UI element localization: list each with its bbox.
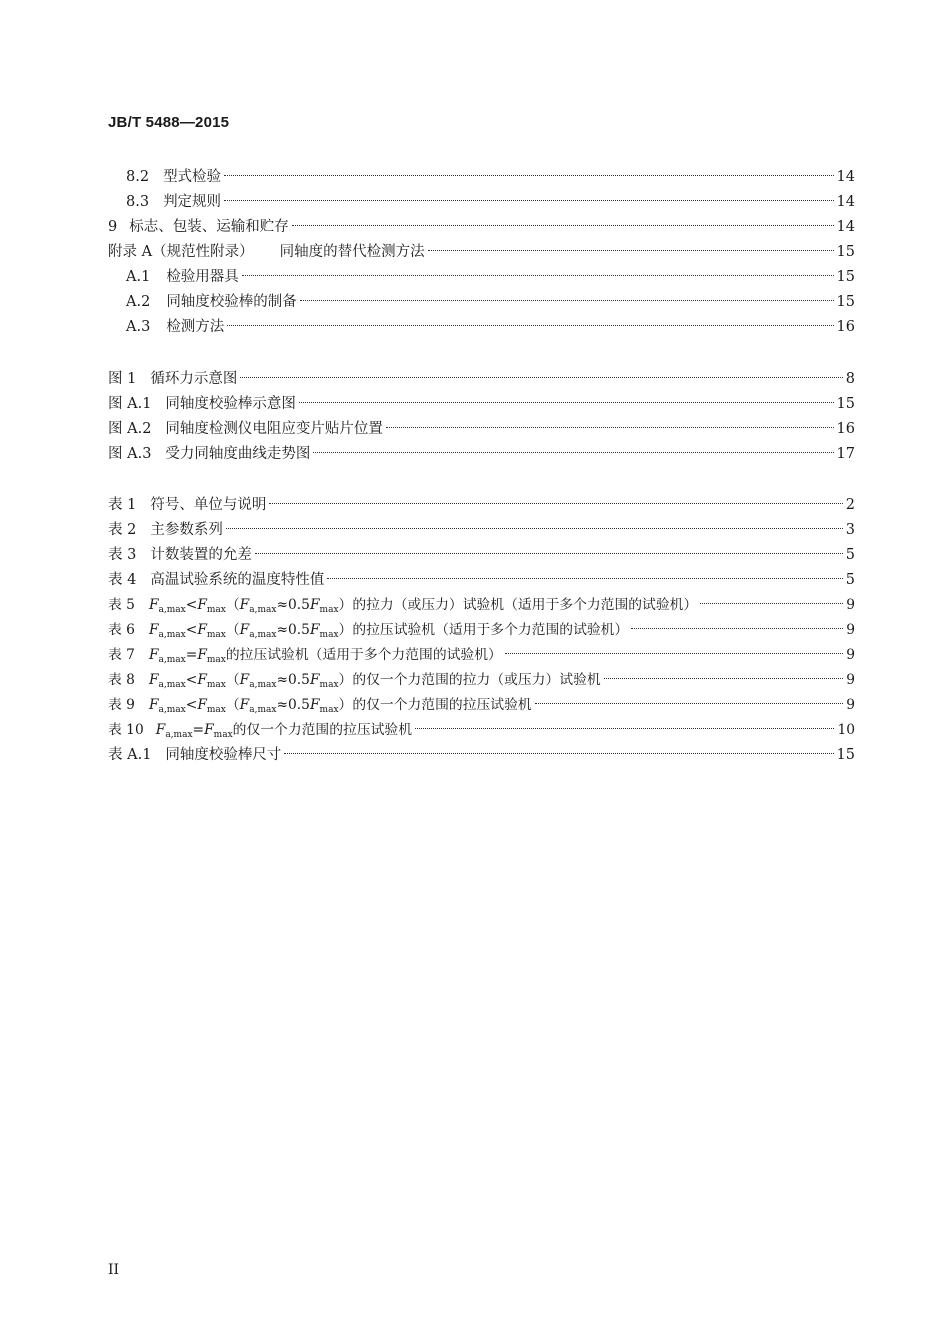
formula-operator: ≈0.5 — [276, 672, 310, 688]
table-title: 同轴度校验棒尺寸 — [165, 747, 282, 763]
formula-subscript: a,max — [158, 630, 186, 640]
formula-symbol: F — [309, 622, 320, 638]
toc-title: 检测方法 — [166, 319, 225, 335]
formula-symbol: F — [239, 672, 250, 688]
toc-title: 检验用器具 — [166, 269, 239, 285]
toc-number: 附录 A（规范性附录） — [108, 244, 254, 260]
toc-page: 15 — [836, 269, 855, 285]
formula-paren: ） — [338, 622, 353, 638]
dot-leader — [299, 386, 834, 408]
toc-entry-table-2[interactable] — [108, 512, 855, 538]
formula-subscript: a,max — [158, 680, 186, 690]
table-title: 计数装置的允差 — [150, 547, 252, 563]
toc-page: 15 — [836, 244, 855, 260]
table-number: 表 7 — [108, 647, 135, 663]
table-title-text: 的仅一个力范围的拉压试验机 — [232, 722, 413, 738]
formula-subscript: max — [206, 680, 226, 690]
formula-paren: （ — [225, 597, 240, 613]
dot-leader — [386, 411, 834, 433]
toc-number: 9 — [108, 219, 118, 235]
formula-paren: （ — [225, 672, 240, 688]
formula-operator: = — [185, 647, 198, 663]
formula-symbol: F — [197, 697, 207, 713]
formula-subscript: a,max — [158, 705, 186, 715]
toc-page: 16 — [836, 319, 855, 335]
formula-subscript: max — [319, 630, 339, 640]
toc-page: 9 — [846, 597, 855, 613]
toc-entry-a-2[interactable] — [126, 284, 855, 310]
dot-leader — [242, 259, 834, 281]
formula-operator: < — [185, 672, 198, 688]
toc-number: A.1 — [126, 269, 151, 285]
formula-symbol: F — [197, 622, 207, 638]
formula-operator: < — [185, 697, 198, 713]
toc-page: 10 — [837, 722, 855, 738]
formula-operator: ≈0.5 — [276, 597, 310, 613]
formula-symbol: F — [204, 722, 214, 738]
page-number: II — [108, 1262, 120, 1278]
toc-title: 判定规则 — [163, 194, 222, 210]
toc-entry-figure-a3[interactable] — [108, 436, 855, 462]
toc-title: 标志、包装、运输和贮存 — [129, 219, 289, 235]
dot-leader — [428, 234, 834, 256]
formula-subscript: a,max — [158, 605, 186, 615]
toc-entry-annex-a[interactable] — [108, 234, 855, 260]
toc-page: 14 — [836, 194, 855, 210]
formula-operator: < — [185, 622, 198, 638]
formula-symbol: F — [148, 597, 159, 613]
table-title-text: 的仅一个力范围的拉力（或压力）试验机 — [352, 672, 601, 688]
table-title: 符号、单位与说明 — [150, 497, 267, 513]
table-number: 表 A.1 — [108, 747, 152, 763]
dot-leader — [327, 562, 842, 584]
table-number: 表 8 — [108, 672, 135, 688]
toc-page: 14 — [836, 219, 855, 235]
toc-page: 14 — [836, 169, 855, 185]
toc-entry-table-6[interactable] — [108, 612, 855, 640]
toc-entry-8-2[interactable] — [126, 159, 855, 185]
dot-leader — [284, 737, 833, 759]
toc-entry-table-7[interactable] — [108, 637, 855, 665]
formula-subscript: max — [319, 705, 339, 715]
dot-leader — [224, 184, 833, 206]
formula-symbol: F — [197, 672, 207, 688]
toc-number: A.2 — [126, 294, 151, 310]
figure-number: 图 A.3 — [108, 446, 152, 462]
toc-entry-a-1[interactable] — [126, 259, 855, 285]
toc-entry-table-3[interactable] — [108, 537, 855, 563]
table-title: 高温试验系统的温度特性值 — [150, 572, 325, 588]
dot-leader — [255, 537, 843, 559]
figure-number: 图 A.2 — [108, 421, 152, 437]
formula-subscript: max — [319, 680, 339, 690]
toc-entry-figure-1[interactable] — [108, 361, 855, 387]
formula-subscript: a,max — [165, 730, 193, 740]
dot-leader — [604, 662, 844, 684]
dot-leader — [240, 361, 842, 383]
formula-symbol: F — [239, 697, 250, 713]
toc-entry-figure-a1[interactable] — [108, 386, 855, 412]
toc-number: 8.2 — [126, 169, 150, 185]
toc-page: 5 — [845, 572, 855, 588]
toc-page: 9 — [846, 647, 855, 663]
toc-entry-a-3[interactable] — [126, 309, 855, 335]
formula-subscript: max — [206, 605, 226, 615]
dot-leader — [226, 512, 843, 534]
formula-paren: ） — [338, 672, 353, 688]
formula-subscript: a,max — [249, 605, 277, 615]
toc-entry-table-9[interactable] — [108, 687, 855, 715]
dot-leader — [415, 712, 834, 734]
toc-page: 15 — [836, 747, 855, 763]
toc-number: A.3 — [126, 319, 151, 335]
table-title-text: 的拉力（或压力）试验机（适用于多个力范围的试验机） — [352, 597, 698, 613]
dot-leader — [313, 436, 833, 458]
figure-number: 图 A.1 — [108, 396, 152, 412]
toc-entry-9[interactable] — [108, 209, 855, 235]
formula-symbol: F — [148, 697, 159, 713]
table-number: 表 1 — [108, 497, 137, 513]
dot-leader — [269, 487, 842, 509]
formula-symbol: F — [309, 672, 320, 688]
figure-number: 图 1 — [108, 371, 137, 387]
table-title: 主参数系列 — [150, 522, 223, 538]
formula-operator: ≈0.5 — [276, 697, 310, 713]
dot-leader — [227, 309, 833, 331]
toc-page: 9 — [846, 622, 855, 638]
formula-paren: （ — [225, 622, 240, 638]
formula-paren: ） — [338, 697, 353, 713]
table-number: 表 9 — [108, 697, 135, 713]
figure-title: 同轴度校验棒示意图 — [165, 396, 296, 412]
formula-subscript: max — [206, 655, 226, 665]
toc-entry-table-a1[interactable] — [108, 737, 855, 763]
toc-entry-table-1[interactable] — [108, 487, 855, 513]
toc-page: 2 — [845, 497, 855, 513]
table-number: 表 5 — [108, 597, 135, 613]
toc-entry-table-10[interactable] — [108, 712, 855, 740]
formula-operator: = — [192, 722, 205, 738]
toc-page: 8 — [845, 371, 855, 387]
figure-title: 同轴度检测仪电阻应变片贴片位置 — [165, 421, 383, 437]
toc-page: 17 — [836, 446, 855, 462]
formula-symbol: F — [239, 597, 250, 613]
formula-symbol: F — [239, 622, 250, 638]
formula-subscript: max — [206, 705, 226, 715]
toc-page: 16 — [836, 421, 855, 437]
toc-entry-table-8[interactable] — [108, 662, 855, 690]
toc-page: 15 — [836, 396, 855, 412]
formula-symbol: F — [148, 622, 159, 638]
formula-subscript: max — [319, 605, 339, 615]
toc-page: 3 — [845, 522, 855, 538]
toc-entry-table-5[interactable] — [108, 587, 855, 615]
formula-symbol: F — [197, 647, 207, 663]
document-code: JB/T 5488—2015 — [108, 114, 230, 131]
dot-leader — [292, 209, 834, 231]
figure-title: 受力同轴度曲线走势图 — [165, 446, 311, 462]
formula-symbol: F — [148, 647, 159, 663]
toc-page: 5 — [845, 547, 855, 563]
table-number: 表 10 — [108, 722, 144, 738]
formula-symbol: F — [197, 597, 207, 613]
table-number: 表 4 — [108, 572, 137, 588]
formula-symbol: F — [309, 597, 320, 613]
table-number: 表 3 — [108, 547, 137, 563]
toc-title: 同轴度的替代检测方法 — [279, 244, 425, 260]
table-title-text: 的拉压试验机（适用于多个力范围的试验机） — [352, 622, 629, 638]
dot-leader — [300, 284, 834, 306]
formula-subscript: max — [206, 630, 226, 640]
figure-title: 循环力示意图 — [150, 371, 238, 387]
table-number: 表 6 — [108, 622, 135, 638]
formula-operator: ≈0.5 — [276, 622, 310, 638]
dot-leader — [631, 612, 843, 634]
table-title-text: 的仅一个力范围的拉压试验机 — [352, 697, 532, 713]
formula-paren: ） — [338, 597, 353, 613]
table-number: 表 2 — [108, 522, 137, 538]
dot-leader — [505, 637, 843, 659]
toc-entry-table-4[interactable] — [108, 562, 855, 588]
toc-page: 9 — [846, 672, 855, 688]
formula-subscript: max — [213, 730, 233, 740]
formula-symbol: F — [148, 672, 159, 688]
toc-page: 9 — [846, 697, 855, 713]
formula-paren: （ — [225, 697, 240, 713]
dot-leader — [224, 159, 833, 181]
formula-operator: < — [185, 597, 198, 613]
formula-subscript: a,max — [249, 680, 277, 690]
toc-number: 8.3 — [126, 194, 150, 210]
dot-leader — [700, 587, 843, 609]
toc-entry-figure-a2[interactable] — [108, 411, 855, 437]
formula-subscript: a,max — [158, 655, 186, 665]
formula-symbol: F — [155, 722, 166, 738]
toc-title: 同轴度校验棒的制备 — [166, 294, 297, 310]
formula-subscript: a,max — [249, 705, 277, 715]
toc-title: 型式检验 — [163, 169, 222, 185]
table-title-text: 的拉压试验机（适用于多个力范围的试验机） — [225, 647, 502, 663]
formula-subscript: a,max — [249, 630, 277, 640]
toc-entry-8-3[interactable] — [126, 184, 855, 210]
dot-leader — [535, 687, 844, 709]
formula-symbol: F — [309, 697, 320, 713]
toc-page: 15 — [836, 294, 855, 310]
